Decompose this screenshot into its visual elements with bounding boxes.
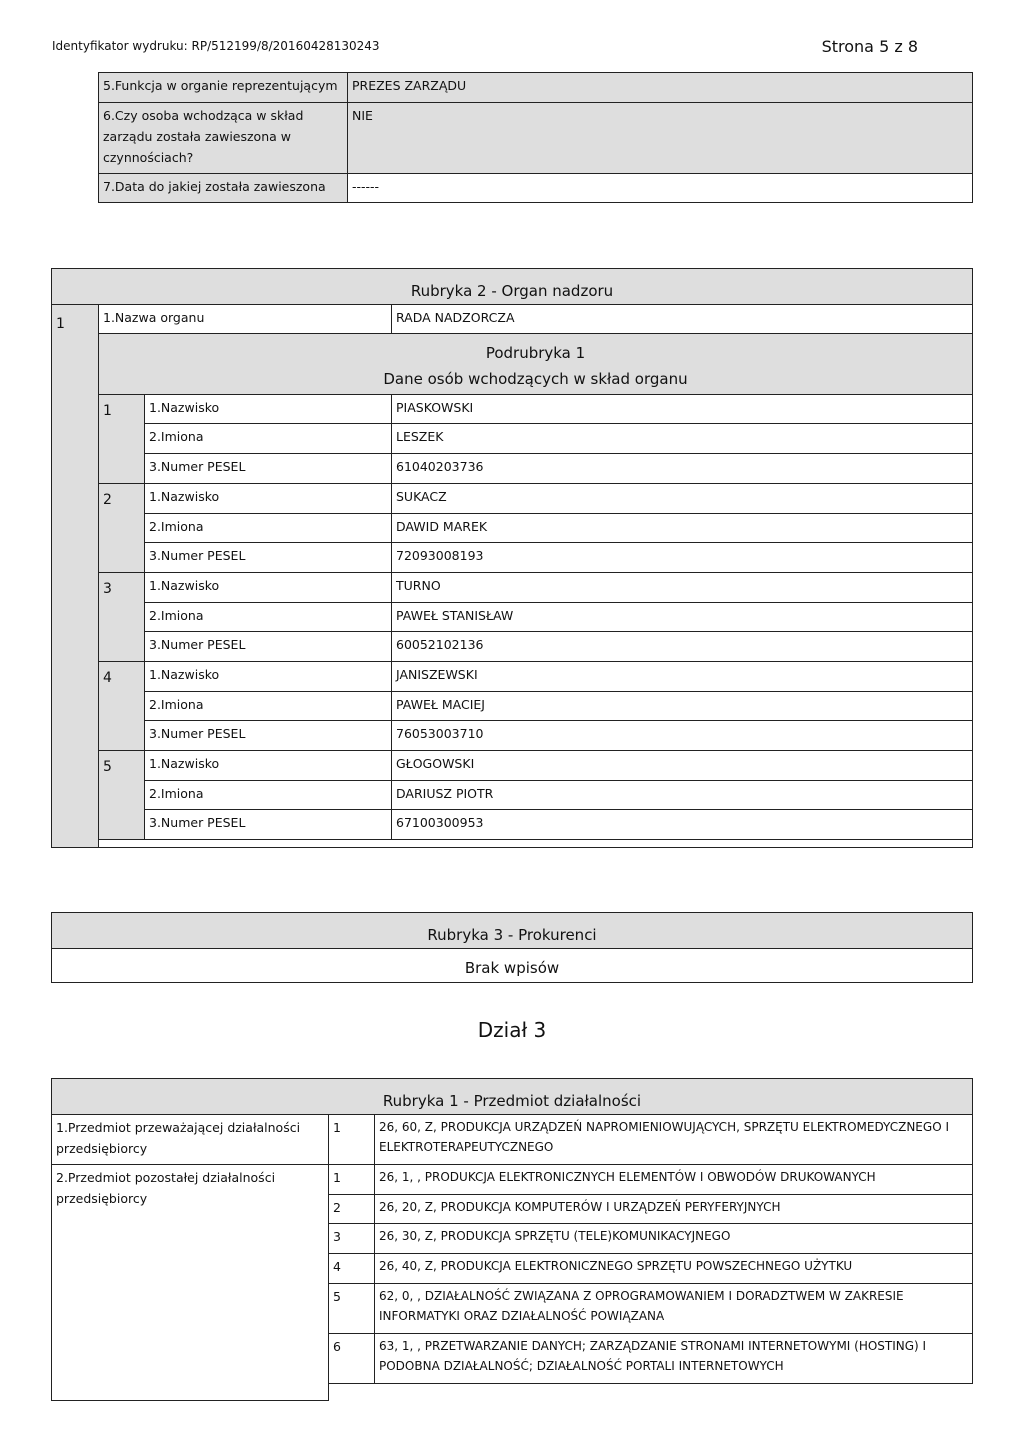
first-names-label: 2.Imiona (144, 513, 392, 543)
pesel-value: 72093008193 (391, 542, 973, 573)
pesel-label: 3.Numer PESEL (144, 631, 392, 662)
organ-name-label: 1.Nazwa organu (98, 304, 392, 334)
subsection-header (98, 333, 973, 395)
section-title: Rubryka 2 - Organ nadzoru (51, 268, 973, 305)
main-activity-text: 26, 60, Z, PRODUKCJA URZĄDZEŃ NAPROMIENIOWUJĄCYCH, SPRZĘTU ELEKTROMEDYCZNEGO I ELEKTROTERAPEUTYCZNEGO (374, 1114, 973, 1165)
print-identifier: Identyfikator wydruku: RP/512199/8/20160428130243 (52, 39, 380, 53)
function-value: PREZES ZARZĄDU (347, 72, 973, 103)
first-names-label: 2.Imiona (144, 602, 392, 632)
surname-label: 1.Nazwisko (144, 483, 392, 514)
division-heading: Dział 3 (477, 1018, 547, 1042)
activity-text: 26, 20, Z, PRODUKCJA KOMPUTERÓW I URZĄDZEŃ PERYFERYJNYCH (374, 1194, 973, 1224)
activity-number: 1 (328, 1164, 375, 1195)
surname-value: SUKACZ (391, 483, 973, 514)
person-number: 2 (98, 483, 145, 573)
surname-label: 1.Nazwisko (144, 661, 392, 692)
pesel-value: 61040203736 (391, 453, 973, 484)
organ-name-value: RADA NADZORCZA (391, 304, 973, 334)
activity-text: 62, 0, , DZIAŁALNOŚĆ ZWIĄZANA Z OPROGRAMOWANIEM I DORADZTWEM W ZAKRESIE INFORMATYKI ORAZ DZIAŁALNOŚĆ POWIĄZANA (374, 1283, 973, 1334)
subsection-title: Podrubryka 1 (485, 344, 586, 362)
column-divider (328, 1383, 329, 1401)
section-bottom-border (98, 839, 973, 848)
activity-number: 4 (328, 1253, 375, 1284)
pesel-value: 60052102136 (391, 631, 973, 662)
suspended-value: NIE (347, 102, 973, 174)
first-names-value: LESZEK (391, 423, 973, 454)
suspended-label: 6.Czy osoba wchodząca w skład zarządu została zawieszona w czynnościach? (98, 102, 348, 174)
subsection-subtitle: Dane osób wchodzących w skład organu (383, 370, 688, 388)
first-names-label: 2.Imiona (144, 780, 392, 810)
activity-number: 2 (328, 1194, 375, 1224)
pesel-label: 3.Numer PESEL (144, 809, 392, 840)
surname-value: PIASKOWSKI (391, 394, 973, 424)
section-title: Rubryka 3 - Prokurenci (51, 912, 973, 949)
activity-number: 3 (328, 1223, 375, 1254)
organ-index: 1 (51, 304, 99, 848)
person-number: 3 (98, 572, 145, 662)
suspended-until-label: 7.Data do jakiej została zawieszona (98, 173, 348, 203)
surname-value: GŁOGOWSKI (391, 750, 973, 781)
person-number: 1 (98, 394, 145, 484)
activity-text: 26, 30, Z, PRODUKCJA SPRZĘTU (TELE)KOMUNIKACYJNEGO (374, 1223, 973, 1254)
pesel-value: 67100300953 (391, 809, 973, 840)
section-title: Rubryka 1 - Przedmiot działalności (51, 1078, 973, 1115)
main-activity-number: 1 (328, 1114, 375, 1165)
main-activity-label: 1.Przedmiot przeważającej działalności przedsiębiorcy (51, 1114, 329, 1165)
activity-text: 26, 1, , PRODUKCJA ELEKTRONICZNYCH ELEMENTÓW I OBWODÓW DRUKOWANYCH (374, 1164, 973, 1195)
surname-value: JANISZEWSKI (391, 661, 973, 692)
pesel-value: 76053003710 (391, 720, 973, 751)
person-number: 4 (98, 661, 145, 751)
surname-label: 1.Nazwisko (144, 750, 392, 781)
pesel-label: 3.Numer PESEL (144, 453, 392, 484)
first-names-value: PAWEŁ STANISŁAW (391, 602, 973, 632)
first-names-value: DAWID MAREK (391, 513, 973, 543)
function-label: 5.Funkcja w organie reprezentującym (98, 72, 348, 103)
suspended-until-value: ------ (347, 173, 973, 203)
other-activity-label: 2.Przedmiot pozostałej działalności przedsiębiorcy (51, 1164, 329, 1401)
first-names-label: 2.Imiona (144, 691, 392, 721)
surname-label: 1.Nazwisko (144, 572, 392, 603)
activity-number: 5 (328, 1283, 375, 1334)
surname-label: 1.Nazwisko (144, 394, 392, 424)
first-names-value: PAWEŁ MACIEJ (391, 691, 973, 721)
first-names-value: DARIUSZ PIOTR (391, 780, 973, 810)
first-names-label: 2.Imiona (144, 423, 392, 454)
no-entries-text: Brak wpisów (51, 948, 973, 983)
pesel-label: 3.Numer PESEL (144, 542, 392, 573)
activity-text: 26, 40, Z, PRODUKCJA ELEKTRONICZNEGO SPRZĘTU POWSZECHNEGO UŻYTKU (374, 1253, 973, 1284)
surname-value: TURNO (391, 572, 973, 603)
pesel-label: 3.Numer PESEL (144, 720, 392, 751)
activity-number: 6 (328, 1333, 375, 1384)
person-number: 5 (98, 750, 145, 840)
activity-text: 63, 1, , PRZETWARZANIE DANYCH; ZARZĄDZANIE STRONAMI INTERNETOWYMI (HOSTING) I PODOBNA DZIAŁALNOŚĆ; DZIAŁALNOŚĆ PORTALI INTERNETOWYCH (374, 1333, 973, 1384)
page-number: Strona 5 z 8 (821, 37, 918, 56)
